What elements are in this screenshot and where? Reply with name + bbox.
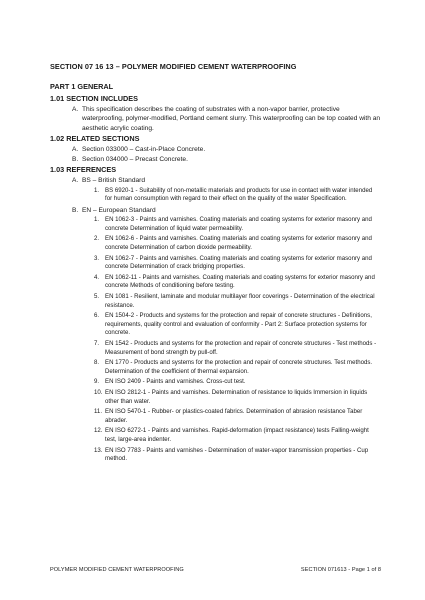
reference-item	[50, 274, 381, 291]
item-label: A.	[72, 106, 79, 113]
reference-number: 10.	[94, 388, 103, 396]
item-label: A.	[72, 177, 79, 185]
reference-text: EN 1081 - Resilient, laminate and modular multilayer floor coverings - Determination of the electrical resistance.	[105, 293, 375, 309]
section-heading-1-02: 1.02 RELATED SECTIONS	[50, 133, 140, 143]
reference-item	[50, 255, 381, 272]
reference-item	[50, 447, 381, 464]
item-label: B.	[72, 206, 79, 214]
reference-item	[50, 340, 381, 357]
reference-number: 8.	[94, 359, 100, 367]
page-footer	[50, 567, 381, 573]
reference-text: EN 1504-2 - Products and systems for the protection and repair of concrete structures - Definitions, requirements, quality control and evaluation of conformity - Part 2: Surface protection systems for concrete.	[105, 312, 372, 337]
item-label: B.	[72, 156, 79, 164]
reference-number: 3.	[94, 254, 100, 262]
reference-text: EN 1770 - Products and systems for the protection and repair of concrete structures. Test methods. Determination of the coefficient of thermal expansion.	[105, 359, 373, 375]
reference-number: 12.	[94, 427, 103, 435]
item-text: This specification describes the coating of substrates with a non-vapor barrier, protective waterproofing, polymer-modified, Portland cement slurry. This waterproofing can be top coated with an aesthetic acrylic coating.	[82, 106, 381, 132]
section-heading-1-01: 1.01 SECTION INCLUDES	[50, 94, 138, 103]
list-item	[50, 155, 381, 164]
part-heading: PART 1 GENERAL	[50, 82, 114, 91]
reference-number: 2.	[94, 235, 100, 243]
list-item	[50, 105, 381, 133]
reference-number: 9.	[94, 378, 100, 386]
footer-page-number: SECTION 071613 - Page 1 of 8	[300, 567, 381, 573]
reference-item	[50, 216, 381, 233]
reference-number: 7.	[94, 339, 100, 347]
reference-number: 6.	[94, 312, 100, 320]
reference-text: EN ISO 2409 - Paints and varnishes. Cross-cut test.	[105, 378, 246, 386]
reference-item	[50, 378, 381, 387]
reference-number: 11.	[94, 408, 103, 416]
en-reference-list	[50, 216, 381, 463]
reference-item	[50, 312, 381, 338]
reference-item	[50, 187, 381, 204]
footer-title: POLYMER MODIFIED CEMENT WATERPROOFING	[50, 567, 184, 573]
reference-text: EN 1062-7 - Paints and varnishes. Coating materials and coating systems for exterior masonry and concrete Determination of crack bridging properties.	[105, 254, 372, 271]
reference-text: EN ISO 6272-1 - Paints and varnishes. Rapid-deformation (impact resistance) tests Falling-weight test, large-area indenter.	[105, 427, 369, 443]
reference-item	[50, 293, 381, 310]
reference-item	[50, 389, 381, 406]
reference-text: EN 1062-6 - Paints and varnishes. Coating materials and coating systems for exterior masonry and concrete Determination of carbon dioxide permeability.	[105, 235, 372, 252]
list-item	[50, 206, 381, 215]
reference-number: 4.	[94, 273, 100, 281]
reference-text: EN ISO 7783 - Paints and varnishes - Determination of water-vapor transmission properties - Cup method.	[105, 446, 369, 463]
reference-item	[50, 359, 381, 376]
reference-item	[50, 408, 381, 425]
section-title: SECTION 07 16 13 – POLYMER MODIFIED CEMENT WATERPROOFING	[50, 62, 297, 71]
list-item	[50, 176, 381, 185]
reference-text: BS 6920-1 - Suitability of non-metallic materials and products for use in contact with water intended for human consumption with regard to their effect on the quality of the water Specification.	[105, 186, 373, 203]
reference-text: EN ISO 5470-1 - Rubber- or plastics-coated fabrics. Determination of abrasion resistance Taber abrader.	[105, 408, 363, 424]
section-heading-1-03: 1.03 REFERENCES	[50, 165, 117, 175]
reference-number: 1.	[94, 186, 100, 194]
item-text: Section 033000 – Cast-in-Place Concrete.	[82, 145, 206, 153]
reference-item	[50, 427, 381, 444]
reference-text: EN 1062-3 - Paints and varnishes. Coating materials and coating systems for exterior masonry and concrete Determination of liquid water permeability.	[105, 216, 372, 232]
item-label: A.	[72, 145, 79, 153]
list-item	[50, 145, 381, 154]
item-text: EN – European Standard	[82, 206, 156, 214]
reference-text: EN 1542 - Products and systems for the protection and repair of concrete structures - Test methods - Measurement of bond strength by pull-off.	[105, 339, 377, 356]
reference-number: 5.	[94, 293, 100, 301]
reference-number: 13.	[94, 446, 103, 454]
reference-text: EN 1062-11 - Paints and varnishes. Coating materials and coating systems for exterior masonry and concrete Methods of conditioning before testing.	[105, 273, 375, 290]
item-text: Section 034000 – Precast Concrete.	[82, 156, 188, 164]
reference-item	[50, 235, 381, 252]
reference-number: 1.	[94, 216, 100, 224]
item-text: BS – British Standard	[82, 177, 146, 185]
reference-text: EN ISO 2812-1 - Paints and varnishes. Determination of resistance to liquids Immersion in liquids other than water.	[105, 388, 368, 405]
